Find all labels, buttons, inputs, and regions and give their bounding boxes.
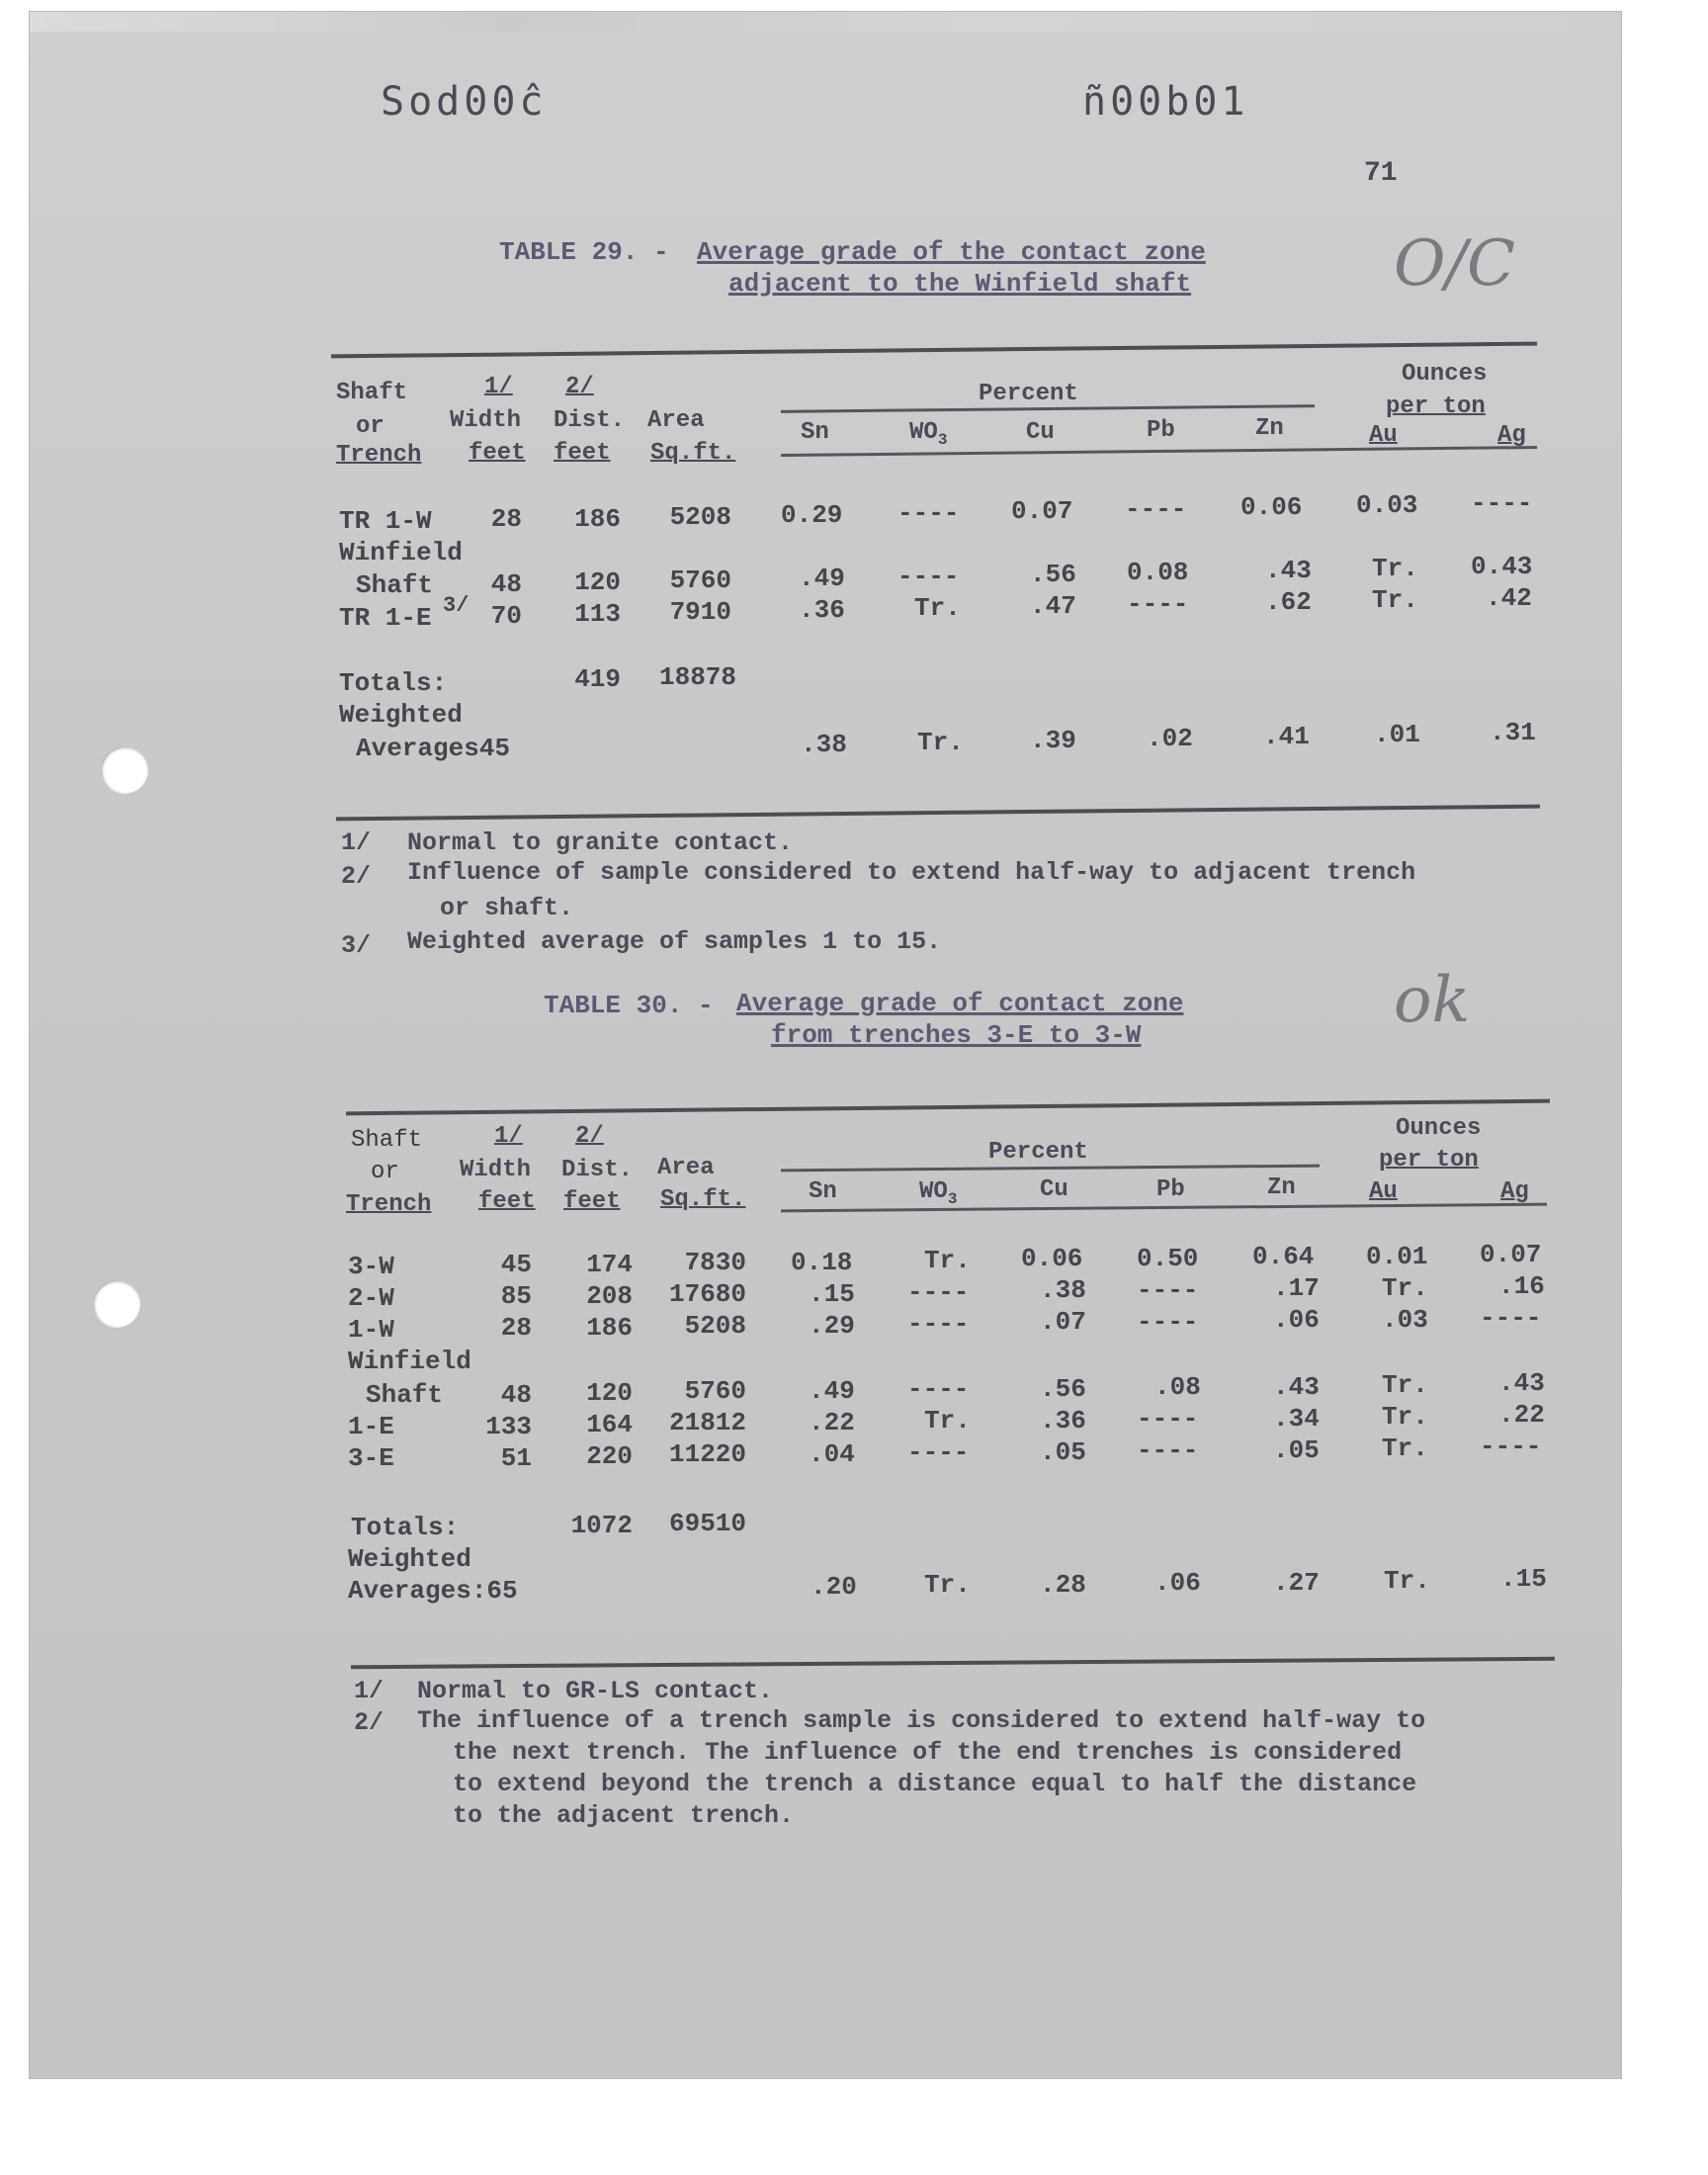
cell-au: .03 (1382, 1305, 1428, 1335)
t30-hdr-sn: Sn (809, 1178, 837, 1205)
cell-wo3: Tr. (924, 1570, 971, 1600)
cell-zn: 0.64 (1252, 1242, 1315, 1271)
table30-title-line2: from trenches 3-E to 3-W (771, 1020, 1142, 1050)
cell-pb: ---- (1137, 1307, 1199, 1337)
t30-hdr-shaft: Shaft (351, 1127, 423, 1154)
cell-name: 1-E (348, 1412, 394, 1441)
cell-zn: .34 (1273, 1404, 1320, 1434)
cell-sn: .49 (799, 564, 845, 593)
cell-name2: Shaft (356, 570, 434, 600)
page-number: 71 (1364, 158, 1398, 189)
cell-wo3: ---- (907, 1309, 970, 1339)
t30-hdr-pb: Pb (1156, 1176, 1185, 1203)
cell-area: 7830 (684, 1248, 746, 1277)
table29-title-prefix: TABLE 29. - (499, 237, 669, 267)
cell-zn: .43 (1273, 1372, 1320, 1402)
t29-fn2-text: Influence of sample considered to extend half-way to adjacent trench (407, 858, 1416, 887)
cell-pb: .06 (1154, 1568, 1201, 1598)
t30-fn1-text: Normal to GR-LS contact. (417, 1677, 774, 1705)
cell-cu: 0.07 (1011, 496, 1073, 526)
t29-hdr-ounces: Ounces (1402, 361, 1488, 388)
cell-au: Tr. (1384, 1566, 1430, 1596)
t30-fn2-text: The influence of a trench sample is considered to extend half-way to (417, 1706, 1426, 1735)
cell-au: Tr. (1382, 1402, 1428, 1432)
t29-fn3-mark: 3/ (341, 931, 372, 960)
cell-name2: Shaft (366, 1380, 444, 1410)
cell-width: 28 (490, 504, 522, 534)
cell-width: 51 (500, 1443, 532, 1473)
cell-area: 11220 (668, 1439, 746, 1469)
cell-sn: .29 (809, 1311, 855, 1341)
t29-hdr-area-unit: Sq.ft. (650, 440, 736, 467)
cell-dist: 186 (586, 1313, 633, 1343)
cell-width: 48 (490, 569, 522, 599)
t30-hdr-width: Width (460, 1157, 532, 1183)
cell-area: 21812 (668, 1408, 746, 1437)
cell-name: Winfield (339, 538, 463, 567)
t29-hdr-or: or (356, 413, 384, 440)
cell-au: Tr. (1382, 1273, 1428, 1303)
t30-fn1-mark: 1/ (354, 1677, 384, 1705)
t29-fn2-mark: 2/ (341, 862, 372, 891)
t29-hdr-width: Width (450, 407, 522, 434)
cell-width: 45 (500, 1250, 532, 1279)
t30-hdr-au: Au (1369, 1178, 1398, 1205)
cell-dist: 120 (574, 567, 621, 597)
page-top-edge (30, 12, 1621, 32)
cell-area: 5208 (669, 502, 731, 532)
t30-totals-label: Totals: (351, 1513, 460, 1542)
t30-fn2-mark: 2/ (354, 1708, 384, 1737)
cell-ag: .31 (1490, 718, 1536, 747)
stamp-left: Sod00ĉ (381, 79, 548, 125)
t30-hdr-ounces: Ounces (1396, 1115, 1482, 1142)
t29-hdr-au: Au (1369, 422, 1398, 449)
punch-hole-bottom (93, 1280, 140, 1328)
t30-hdr-ag: Ag (1500, 1178, 1529, 1205)
t30-totals-dist: 1072 (570, 1511, 633, 1540)
cell-wo3: ---- (897, 498, 960, 528)
t30-hdr-per-ton: per ton (1379, 1147, 1479, 1174)
cell-wo3: Tr. (924, 1246, 971, 1275)
cell-zn: .27 (1273, 1568, 1320, 1598)
t30-hdr-wo3: $WO_3$ (919, 1178, 958, 1208)
cell-sn: .22 (809, 1408, 855, 1437)
t30-hdr-area: Area (657, 1155, 715, 1181)
table29-title-line2: adjacent to the Winfield shaft (728, 269, 1192, 299)
t30-weighted-label2: Averages:65 (348, 1576, 518, 1606)
cell-ag: 0.07 (1480, 1240, 1542, 1269)
t29-hdr-zn: Zn (1255, 415, 1284, 442)
table30-title-line1: Average grade of contact zone (736, 989, 1184, 1018)
cell-sn: .20 (811, 1572, 857, 1602)
cell-ag: .16 (1498, 1271, 1545, 1301)
t29-hdr-ag: Ag (1497, 422, 1526, 449)
cell-wo3: ---- (907, 1374, 970, 1404)
cell-width: 70 (490, 601, 522, 631)
cell-ag: ---- (1471, 488, 1533, 518)
t30-fn2-cont3: to the adjacent trench. (453, 1801, 795, 1830)
cell-name: TR 1-E (339, 603, 432, 633)
cell-name2: 3/ (443, 593, 470, 618)
cell-pb: 0.50 (1137, 1244, 1199, 1273)
cell-ag: .22 (1498, 1400, 1545, 1430)
cell-area: 5760 (669, 566, 731, 595)
cell-dist: 174 (586, 1250, 633, 1279)
t30-hdr-percent: Percent (988, 1139, 1088, 1166)
cell-pb: ---- (1125, 494, 1187, 524)
cell-pb: .08 (1154, 1372, 1201, 1402)
t30-hdr-fn2: 2/ (575, 1123, 604, 1150)
ok-mark-1: O/C (1394, 227, 1515, 301)
cell-dist: 186 (574, 504, 621, 534)
cell-au: .01 (1374, 720, 1420, 749)
cell-ag: .43 (1498, 1368, 1545, 1398)
cell-dist: 208 (586, 1281, 633, 1311)
t29-hdr-fn2: 2/ (565, 374, 594, 400)
t29-totals-area: 18878 (658, 662, 736, 692)
cell-cu: .56 (1040, 1374, 1086, 1404)
cell-cu: .07 (1040, 1307, 1086, 1337)
t29-hdr-width-unit: feet (469, 440, 526, 467)
cell-wo3: ---- (907, 1437, 970, 1467)
table29-title-line1: Average grade of the contact zone (697, 237, 1206, 267)
t30-hdr-dist: Dist. (561, 1157, 634, 1183)
cell-dist: 220 (586, 1441, 633, 1471)
cell-au: 0.01 (1366, 1242, 1428, 1271)
cell-zn: .41 (1263, 722, 1310, 751)
cell-width: 48 (500, 1380, 532, 1410)
cell-name: 1-W (348, 1315, 394, 1345)
cell-name: 3-E (348, 1443, 394, 1473)
cell-cu: 0.06 (1021, 1244, 1083, 1273)
t30-hdr-width-unit: feet (478, 1188, 536, 1215)
cell-sn: .04 (809, 1439, 855, 1469)
t29-hdr-percent: Percent (979, 381, 1078, 407)
cell-width: 85 (500, 1281, 532, 1311)
cell-au: Tr. (1372, 585, 1418, 615)
cell-zn: .62 (1265, 587, 1312, 617)
cell-cu: .47 (1030, 591, 1076, 621)
t29-hdr-dist-unit: feet (554, 440, 611, 467)
cell-name: 3-W (348, 1252, 394, 1281)
cell-zn: .06 (1273, 1305, 1320, 1335)
cell-pb: 0.08 (1127, 558, 1189, 587)
cell-name: 2-W (348, 1283, 394, 1313)
cell-pb: .02 (1147, 724, 1193, 753)
cell-sn: .38 (801, 730, 847, 759)
t30-weighted-label: Weighted (348, 1544, 471, 1574)
cell-cu: .05 (1040, 1437, 1086, 1467)
cell-cu: .56 (1030, 560, 1076, 589)
t29-totals-dist: 419 (574, 664, 621, 694)
t29-hdr-dist: Dist. (554, 407, 626, 434)
cell-name: TR 1-W (339, 506, 432, 536)
cell-area: 5760 (684, 1376, 746, 1406)
stamp-right: ñ00b01 (1082, 79, 1249, 125)
cell-ag: ---- (1480, 1432, 1542, 1461)
cell-wo3: Tr. (917, 728, 964, 757)
cell-zn: 0.06 (1240, 492, 1303, 522)
t30-hdr-dist-unit: feet (563, 1188, 621, 1215)
cell-wo3: Tr. (924, 1406, 971, 1436)
cell-wo3: Tr. (914, 593, 961, 623)
cell-sn: 0.18 (791, 1248, 853, 1277)
punch-hole-top (101, 746, 148, 794)
cell-au: Tr. (1382, 1434, 1428, 1463)
table30-title-prefix: TABLE 30. - (544, 991, 714, 1020)
cell-dist: 113 (574, 599, 621, 629)
t30-hdr-area-unit: Sq.ft. (660, 1186, 746, 1213)
cell-cu: .38 (1040, 1275, 1086, 1305)
t29-hdr-cu: Cu (1026, 419, 1055, 446)
t29-fn3-text: Weighted average of samples 1 to 15. (407, 927, 942, 956)
cell-au: 0.03 (1356, 490, 1418, 520)
t29-hdr-wo3: $WO_3$ (909, 419, 948, 449)
t29-totals-label: Totals: (339, 668, 448, 698)
t29-weighted-label2: Averages45 (356, 734, 511, 763)
cell-zn: .05 (1273, 1436, 1320, 1465)
t30-hdr-cu: Cu (1040, 1176, 1068, 1203)
t30-fn2-cont2: to extend beyond the trench a distance equal to half the distance (453, 1770, 1417, 1798)
t29-hdr-sn: Sn (801, 419, 829, 446)
cell-width: 28 (500, 1313, 532, 1343)
cell-area: 7910 (669, 597, 731, 627)
ok-mark-2: ok (1394, 964, 1471, 1037)
cell-wo3: ---- (907, 1277, 970, 1307)
t30-hdr-or: or (371, 1159, 399, 1185)
cell-ag: .15 (1500, 1564, 1547, 1594)
cell-ag: ---- (1480, 1303, 1542, 1333)
t30-hdr-trench: Trench (346, 1191, 432, 1218)
cell-area: 17680 (668, 1279, 746, 1309)
t29-weighted-label: Weighted (339, 700, 463, 730)
t29-hdr-fn1: 1/ (484, 374, 513, 400)
t29-hdr-per-ton: per ton (1386, 393, 1486, 420)
t29-fn2-cont: or shaft. (440, 894, 574, 922)
cell-sn: .49 (809, 1376, 855, 1406)
t29-hdr-area: Area (647, 407, 705, 434)
t29-fn1-text: Normal to granite contact. (407, 828, 794, 857)
cell-au: Tr. (1372, 554, 1418, 583)
cell-au: Tr. (1382, 1370, 1428, 1400)
cell-pb: ---- (1137, 1404, 1199, 1434)
cell-pb: ---- (1137, 1436, 1199, 1465)
cell-cu: .39 (1030, 726, 1076, 755)
t30-fn2-cont1: the next trench. The influence of the end trenches is considered (453, 1738, 1403, 1767)
t30-totals-area: 69510 (668, 1509, 746, 1538)
cell-width: 133 (485, 1412, 532, 1441)
cell-ag: 0.43 (1471, 552, 1533, 581)
cell-zn: .17 (1273, 1273, 1320, 1303)
t30-hdr-fn1: 1/ (494, 1123, 523, 1150)
cell-pb: ---- (1127, 589, 1189, 619)
cell-sn: .36 (799, 595, 845, 625)
cell-zn: .43 (1265, 556, 1312, 585)
t30-hdr-zn: Zn (1267, 1174, 1296, 1201)
t29-hdr-trench: Trench (336, 442, 422, 469)
t29-hdr-pb: Pb (1147, 417, 1175, 444)
cell-ag: .42 (1486, 583, 1532, 613)
cell-pb: ---- (1137, 1275, 1199, 1305)
cell-sn: 0.29 (781, 500, 843, 530)
t29-fn1-mark: 1/ (341, 828, 372, 857)
cell-cu: .36 (1040, 1406, 1086, 1436)
cell-area: 5208 (684, 1311, 746, 1341)
t29-hdr-shaft: Shaft (336, 380, 408, 406)
cell-sn: .15 (809, 1279, 855, 1309)
cell-dist: 164 (586, 1410, 633, 1439)
cell-dist: 120 (586, 1378, 633, 1408)
cell-cu: .28 (1040, 1570, 1086, 1600)
cell-name: Winfield (348, 1347, 471, 1376)
cell-wo3: ---- (897, 562, 960, 591)
